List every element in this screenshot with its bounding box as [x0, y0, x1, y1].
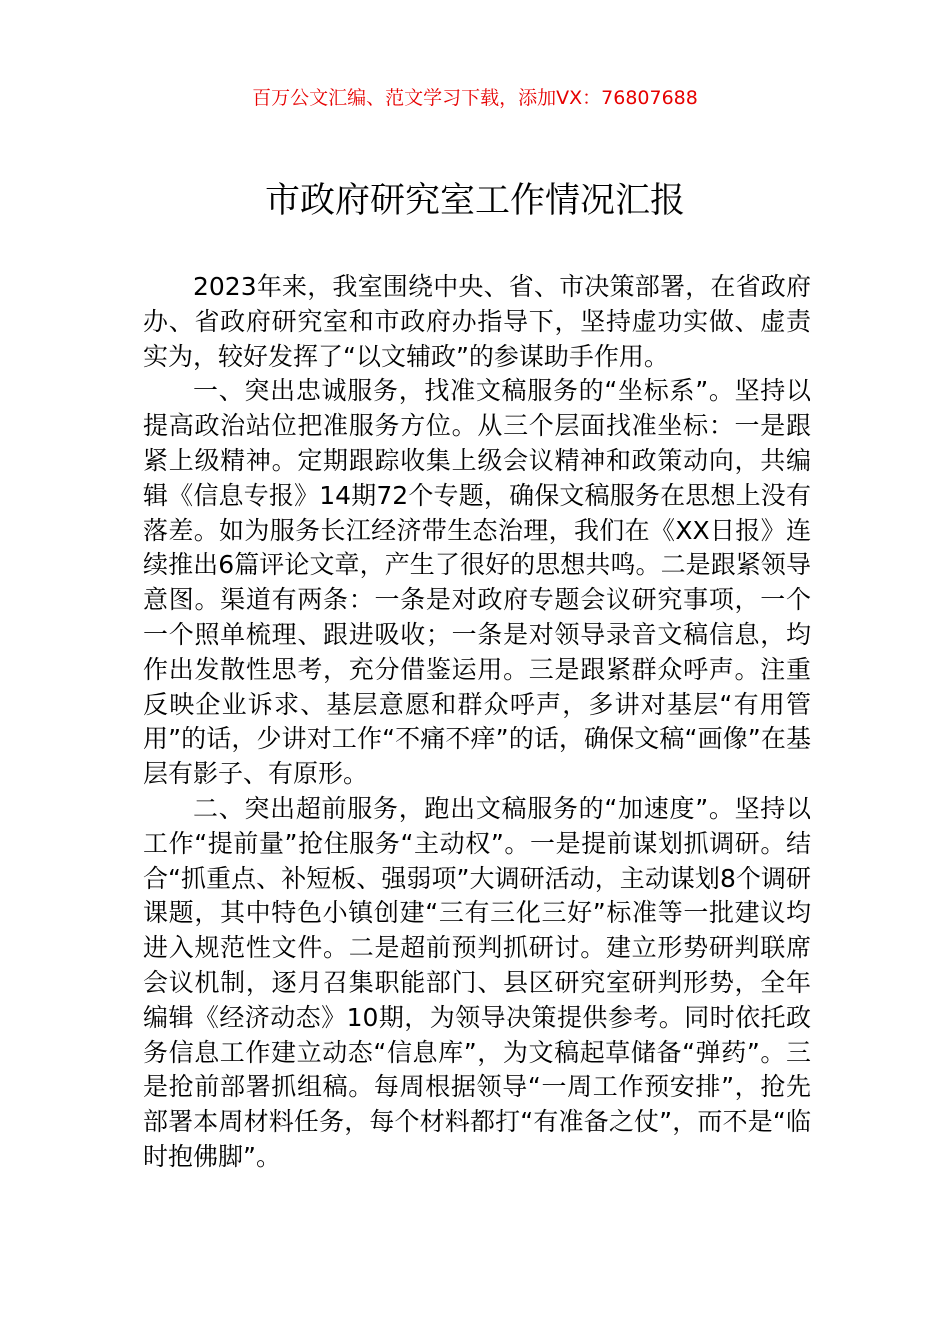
- paragraph-section-one: 一、突出忠诚服务，找准文稿服务的“坐标系”。坚持以提高政治站位把准服务方位。从三个层面找准坐标：一是跟紧上级精神。定期跟踪收集上级会议精神和政策动向，共编辑《信息专报》14期72个专题，确保文稿服务在思想上没有落差。如为服务长江经济带生态治理，我们在《XX日报》连续推出6篇评论文章，产生了很好的思想共鸣。二是跟紧领导意图。渠道有两条：一条是对政府专题会议研究事项，一个一个照单梳理、跟进吸收；一条是对领导录音文稿信息，均作出发散性思考，充分借鉴运用。三是跟紧群众呼声。注重反映企业诉求、基层意愿和群众呼声，多讲对基层“有用管用”的话，少讲对工作“不痛不痒”的话，确保文稿“画像”在基层有影子、有原形。: [143, 376, 811, 789]
- paragraph-intro: 2023年来，我室围绕中央、省、市决策部署，在省政府办、省政府研究室和市政府办指导下，坚持虚功实做、虚责实为，较好发挥了“以文辅政”的参谋助手作用。: [143, 272, 811, 371]
- document-body: [143, 270, 811, 1175]
- document-title: 市政府研究室工作情况汇报: [264, 181, 685, 221]
- watermark-header: 百万公文汇编、范文学习下载，添加VX：76807688: [252, 87, 698, 109]
- paragraph-section-two: 二、突出超前服务，跑出文稿服务的“加速度”。坚持以工作“提前量”抢住服务“主动权”。一是提前谋划抓调研。结合“抓重点、补短板、强弱项”大调研活动，主动谋划8个调研课题，其中特色小镇创建“三有三化三好”标准等一批建议均进入规范性文件。二是超前预判抓研讨。建立形势研判联席会议机制，逐月召集职能部门、县区研究室研判形势，全年编辑《经济动态》10期，为领导决策提供参考。同时依托政务信息工作建立动态“信息库”，为文稿起草储备“弹药”。三是抢前部署抓组稿。每周根据领导“一周工作预安排”，抢先部署本周材料任务，每个材料都打“有准备之仗”，而不是“临时抱佛脚”。: [143, 793, 811, 1171]
